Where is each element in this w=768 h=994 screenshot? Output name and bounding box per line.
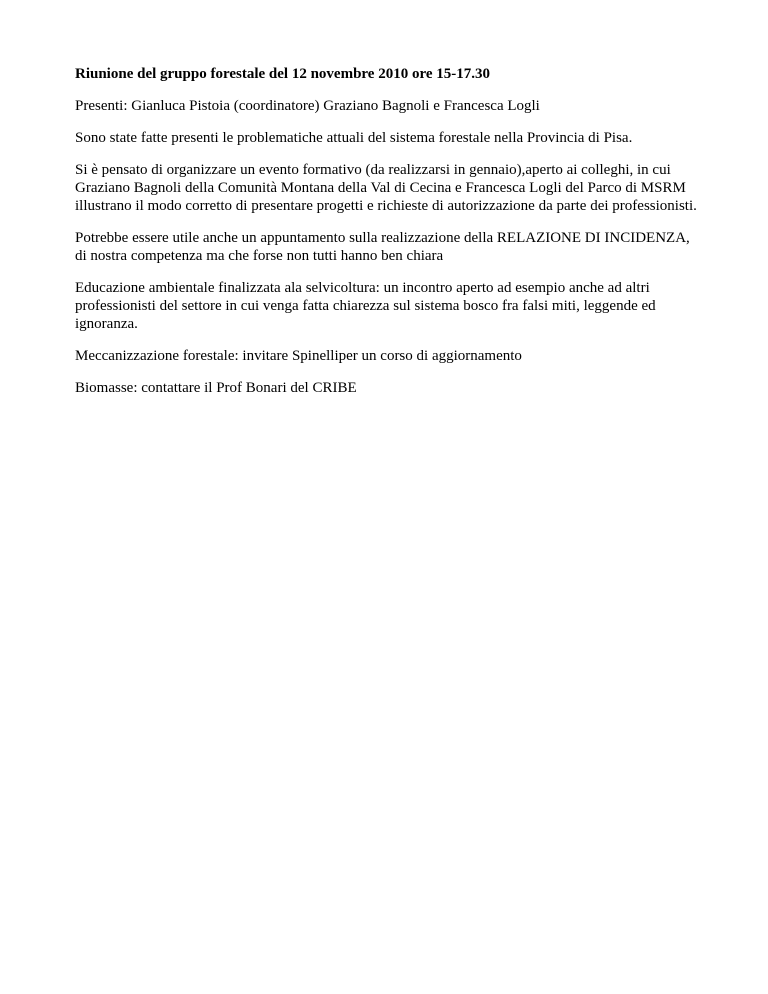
training-event-paragraph: Si è pensato di organizzare un evento formativo (da realizzarsi in gennaio),aperto ai colleghi, in cui Graziano Bagnoli della Comunità Montana della Val di Cecina e Francesca Logli del Parco di MSRM illustrano il modo corretto di presentare progetti e richieste di autorizzazione da parte dei professionisti. [75, 162, 697, 214]
environmental-education-paragraph: Educazione ambientale finalizzata ala selvicoltura: un incontro aperto ad esempio anche ad altri professionisti del settore in cui venga fatta chiarezza sul sistema bosco fra falsi miti, leggende ed ignoranza. [75, 280, 656, 332]
incidence-report-paragraph: Potrebbe essere utile anche un appuntamento sulla realizzazione della RELAZIONE DI INCIDENZA, di nostra competenza ma che forse non tutti hanno ben chiara [75, 230, 690, 264]
mechanization-paragraph: Meccanizzazione forestale: invitare Spinelliper un corso di aggiornamento [75, 348, 522, 364]
attendees-paragraph: Presenti: Gianluca Pistoia (coordinatore) Graziano Bagnoli e Francesca Logli [75, 98, 540, 114]
document-title: Riunione del gruppo forestale del 12 novembre 2010 ore 15-17.30 [75, 66, 490, 82]
issues-paragraph: Sono state fatte presenti le problematiche attuali del sistema forestale nella Provincia di Pisa. [75, 130, 633, 146]
biomass-paragraph: Biomasse: contattare il Prof Bonari del CRIBE [75, 380, 357, 396]
